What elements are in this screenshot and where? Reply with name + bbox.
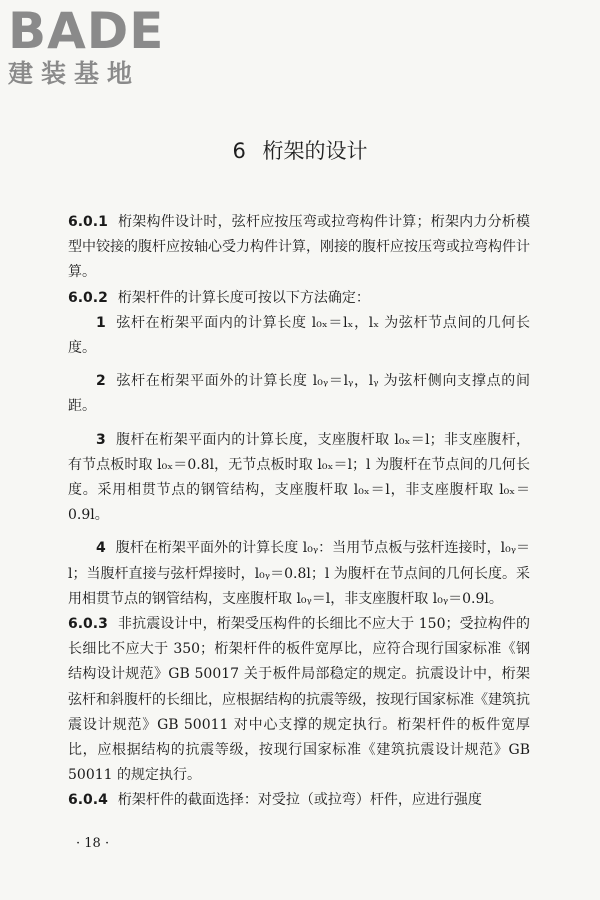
chapter-heading xyxy=(0,136,600,166)
chapter-number: 6 xyxy=(232,139,246,163)
page-number: · 18 · xyxy=(76,836,110,851)
item-text: 弦杆在桁架平面外的计算长度 l₀ᵧ＝lᵧ，lᵧ 为弦杆侧向支撑点的间距。 xyxy=(68,373,530,415)
clause-text: 桁架构件设计时，弦杆应按压弯或拉弯构件计算；桁架内力分析模型中铰接的腹杆应按轴心受力构件计算，刚接的腹杆应按压弯或拉弯构件计算。 xyxy=(68,214,530,281)
item-text: 弦杆在桁架平面内的计算长度 l₀ₓ＝lₓ，lₓ 为弦杆节点间的几何长度。 xyxy=(68,314,530,357)
logo-subtitle: 建装基地 xyxy=(8,59,141,88)
list-item xyxy=(68,369,530,419)
item-text: 腹杆在桁架平面内的计算长度，支座腹杆取 l₀ₓ＝l；非支座腹杆，有节点板时取 l₀ₓ＝0.8l，无节点板时取 l₀ₓ＝l；l 为腹杆在节点间的几何长度。采用相贯节点的钢管结构，支座腹杆取 l₀ₓ＝l，非支座腹杆取 l₀ₓ＝0.9l。 xyxy=(68,431,530,524)
clause-number: 6.0.1 xyxy=(68,214,108,230)
item-text: 腹杆在桁架平面外的计算长度 l₀ᵧ：当用节点板与弦杆连接时，l₀ᵧ＝l；当腹杆直接与弦杆焊接时，l₀ᵧ＝0.8l；l 为腹杆在节点间的几何长度。采用相贯节点的钢管结构，支座腹杆取 l₀ᵧ＝l，非支座腹杆取 l₀ᵧ＝0.9l。 xyxy=(68,540,530,607)
item-number: 2 xyxy=(96,373,106,390)
clause-number: 6.0.2 xyxy=(68,289,108,306)
clause-text: 桁架杆件的计算长度可按以下方法确定： xyxy=(117,289,370,306)
clause-text: 非抗震设计中，桁架受压构件的长细比不应大于 150；受拉构件的长细比不应大于 350；桁架杆件的板件宽厚比，应符合现行国家标准《钢结构设计规范》GB 50017 关于板件局部稳定的规定。抗震设计中，桁架弦杆和斜腹杆的长细比，应根据结构的抗震等级，按现行国家标准《建筑抗震设计规范》GB 50011 对中心支撑的规定执行。桁架杆件的板件宽厚比，应根据结构的抗震等级，按现行国家标准《建筑抗震设计规范》GB 50011 的规定执行。 xyxy=(68,616,530,784)
chapter-title: 桁架的设计 xyxy=(262,139,368,163)
logo-wordmark: BADE xyxy=(8,2,165,60)
list-item xyxy=(68,428,530,529)
bade-logo xyxy=(8,4,178,88)
clause-text: 桁架杆件的截面选择：对受拉（或拉弯）杆件，应进行强度 xyxy=(117,792,482,809)
clause-number: 6.0.4 xyxy=(68,792,108,809)
list-item xyxy=(68,311,530,361)
item-number: 3 xyxy=(96,431,106,448)
clause-6-0-1 xyxy=(68,210,530,286)
list-item xyxy=(68,536,530,612)
clause-number: 6.0.3 xyxy=(68,616,108,633)
item-number: 4 xyxy=(96,540,106,557)
item-number: 1 xyxy=(96,314,106,331)
document-body xyxy=(68,210,530,814)
clause-6-0-4 xyxy=(68,788,530,813)
clause-6-0-2 xyxy=(68,286,530,311)
clause-6-0-3 xyxy=(68,612,530,788)
